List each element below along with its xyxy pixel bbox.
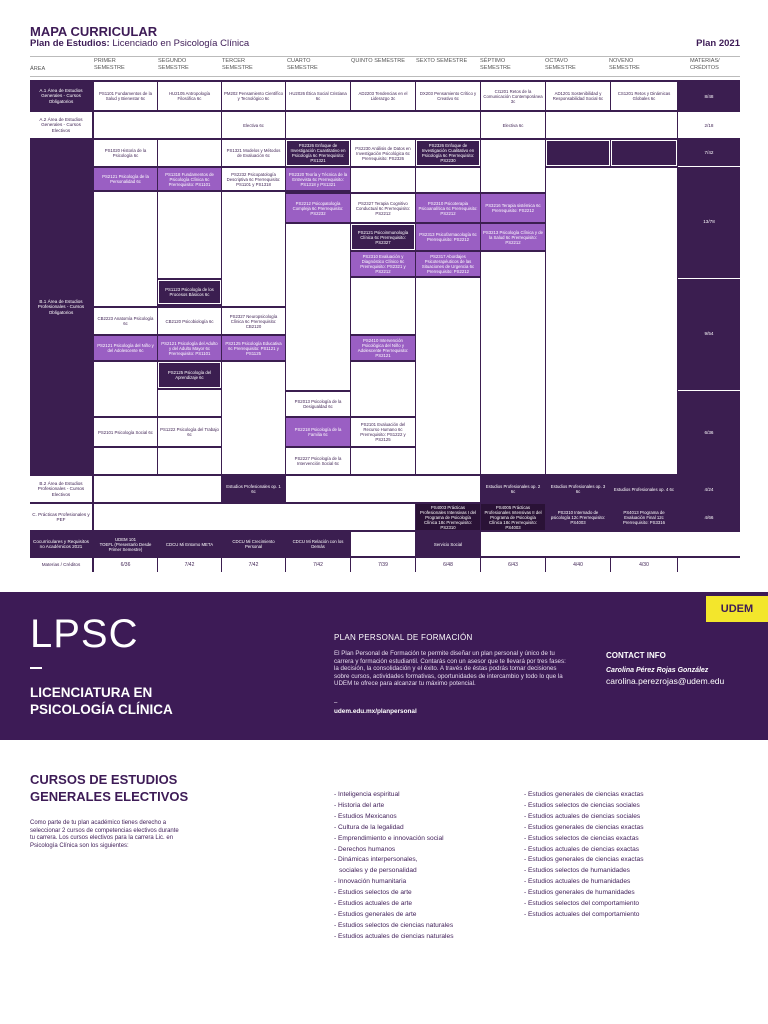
course-cell[interactable]: PS2121 Psicología del Niño y del Adolescente 6c <box>94 336 157 360</box>
course-cell[interactable]: Estudios Profesionales op. 2 6c <box>481 476 545 502</box>
course-label: TOEFL (Presentarlo Desde Primer Semestre) <box>99 541 152 552</box>
page-title: MAPA CURRICULAR <box>30 24 158 39</box>
empty-cell <box>546 112 677 138</box>
list-item: - Estudios actuales de arte <box>334 900 413 908</box>
course-cell[interactable]: PS2101 Evaluación del Recurso Humano 6c Prerrequisito: PS1222 y PS2125 <box>351 418 415 446</box>
plan-year: Plan 2021 <box>696 38 740 49</box>
list-item: - Estudios generales de ciencias exactas <box>524 823 644 831</box>
course-cell[interactable]: PS2121 Psicología del Adulto y del Adulto Mayor 6c Prerrequisito: PS1101 <box>158 336 221 360</box>
course-cell[interactable]: Estudios Profesionales op. 4 6c <box>611 476 677 502</box>
course-cell[interactable]: PS2125 Psicología del Aprendizaje 6c <box>158 362 221 388</box>
total-cell: 6/48 <box>416 558 480 572</box>
col-head-sem2: SEGUNDO SEMESTRE <box>158 58 189 71</box>
empty-cell <box>678 558 740 572</box>
course-cell[interactable]: PS2232 Psicopatología Descriptiva 6c Prerrequisito: PS1101 y PS1318 <box>222 168 285 190</box>
empty-cell <box>94 112 221 138</box>
course-cell[interactable]: PS2327 Neuropsicología Clínica 6c Prerrequisito: CB2120 <box>222 308 285 334</box>
divider <box>30 56 740 57</box>
course-cell[interactable]: Estudios Profesionales op. 3 6c <box>546 476 610 502</box>
total-cell: 7/42 <box>222 558 285 572</box>
empty-cell <box>546 168 677 474</box>
col-head-sem7: SÉPTIMO SEMESTRE <box>480 58 511 71</box>
course-cell[interactable]: PS2310 Evaluación y Diagnóstico Clínico 6c Prerrequisito: PS2321 y PS2212 <box>351 252 415 276</box>
course-cell[interactable]: PS1101 Fundamentos de la Salud y Bienestar 6c <box>94 82 157 110</box>
ppf-link[interactable]: udem.edu.mx/planpersonal <box>334 708 417 715</box>
credits-b1c: 9/54 <box>678 278 740 388</box>
electives-title-line: CURSOS DE ESTUDIOS <box>30 772 178 787</box>
credits-b1b: 13/78 <box>678 166 740 276</box>
list-item: - Estudios selectos de humanidades <box>524 867 630 875</box>
area-c: C. Prácticas Profesionales y PEF <box>30 504 92 530</box>
list-item: - Estudios generales de ciencias exactas <box>524 791 644 798</box>
empty-cell <box>94 362 157 416</box>
course-label: UDEM 101 <box>114 536 136 542</box>
contact-email[interactable]: carolina.perezrojas@udem.edu <box>606 676 725 686</box>
electives-title <box>30 771 188 805</box>
credits-a2: 2/18 <box>678 112 740 138</box>
udem-logo: UDEM <box>706 596 768 622</box>
empty-cell <box>222 192 285 306</box>
course-cell[interactable]: HU2105 Antropología Filosófica 6c <box>158 82 221 110</box>
course-cell[interactable]: CS1201 Retos y Dinámicas Globales 6c <box>611 82 677 110</box>
area-cocurr: Cocurriculares y Requisitos no Académicos 2021 <box>30 532 92 556</box>
electives-title-line: GENERALES ELECTIVOS <box>30 789 189 804</box>
program-name-line: LICENCIATURA EN <box>30 685 153 700</box>
course-cell[interactable]: PS4005 Prácticas Profesionales Intensivas II del Programa de Psicología Clínica 18c Prerrequisito: PS4003 <box>481 504 545 530</box>
empty-cell <box>158 140 221 166</box>
program-code: LPSC <box>30 612 139 656</box>
electives-body: Como parte de tu plan académico tienes derecho a seleccionar 2 cursos de competencias electivos durante tu carrera. Los cursos electivos para la carrera Lic. en Psicología Clínica son los siguientes: <box>30 820 179 849</box>
empty-cell <box>286 112 480 138</box>
course-cell[interactable]: AD1201 Sostenibilidad y Responsabilidad Social 6c <box>546 82 610 110</box>
course-cell[interactable]: HU2026 Ética Social Cristiana 6c <box>286 82 350 110</box>
curriculum-grid <box>30 80 740 572</box>
empty-cell <box>286 224 350 390</box>
course-cell[interactable]: PS1321 Modelos y Métodos de Evaluación 6c <box>222 140 285 166</box>
empty-cell <box>158 448 221 474</box>
course-cell[interactable]: PS2230 Análisis de Datos en Investigación Psicológica 6c Prerrequisito: PS2326 <box>351 140 415 166</box>
course-cell[interactable]: PS2326 Enfoque de Investigación Cualitativo en Psicología 6c Prerrequisito: PS2230 <box>416 140 480 166</box>
course-cell[interactable]: AD2203 Tendencias en el Liderazgo 3c <box>351 82 415 110</box>
area-a2: A.2 Área de Estudios Generales - Cursos Electivos <box>30 112 92 138</box>
empty-cell <box>94 476 221 502</box>
area-a1: A.1 Área de Estudios Generales - Cursos Obligatorios <box>30 82 92 110</box>
course-cell[interactable]: PS2121 Psicología de la Personalidad 6c <box>94 168 157 190</box>
empty-cell <box>416 278 480 474</box>
course-cell[interactable]: CB2120 Psicobiología 6c <box>158 308 221 334</box>
course-cell[interactable]: CDCU Mi Relación con los Demás <box>286 532 350 556</box>
empty-cell <box>481 532 740 556</box>
course-cell[interactable]: PS4003 Prácticas Profesionales Intensivas I del Programa de Psicología Clínica 18c Prerrequisito: PS2310 <box>416 504 480 530</box>
list-item: - Estudios selectos de ciencias sociales <box>524 801 640 809</box>
list-item: - Estudios actuales de humanidades <box>524 878 631 886</box>
course-cell[interactable]: PS2101 Psicología Social 6c <box>94 418 157 446</box>
total-cell: 4/40 <box>546 558 610 572</box>
credits-b1d: 6/36 <box>678 390 740 474</box>
contact-title: CONTACT INFO <box>606 651 666 660</box>
course-cell[interactable]: PS3213 Psicología Clínica y de la Salud 6c Prerrequisito: PS2212 <box>481 224 545 250</box>
list-item: - Estudios actuales del comportamiento <box>524 910 640 918</box>
col-head-sem6: SEXTO SEMESTRE <box>416 58 468 64</box>
course-cell[interactable] <box>94 532 157 556</box>
credits-b2: 4/24 <box>704 486 714 492</box>
list-item: - Estudios generales de arte <box>334 910 417 918</box>
course-cell[interactable]: PS2320 Teoría y Técnica de la Entrevista 6c Prerrequisito: PS1318 y PS1321 <box>286 168 350 190</box>
course-cell[interactable]: PS2317 Abordajes Psicoterapéuticos de las Situaciones de Urgencia 6c Prerrequisito: PS2212 <box>416 252 480 276</box>
ppf-body: El Plan Personal de Formación te permite diseñar un plan personal y único de tu carrera y formación estudiantil. Contarás con un asesor que te llevará por tres fases: la decisión, la consolidación y el éxito. A través de éstas podrás tomar decisiones sobre cursos, actividades formativas, oportunidades de intercambio y todo lo que la UDEM te ofrece para alcanzar tu máximo potencial. <box>334 650 566 688</box>
course-cell[interactable]: CB2223 Anatomía Psicología 6c <box>94 308 157 334</box>
list-item: - Estudios actuales de ciencias sociales <box>524 812 641 820</box>
divider <box>30 76 740 77</box>
course-cell[interactable]: CDCU Mi Entorno META <box>158 532 221 556</box>
subtitle-label: Plan de Estudios: <box>30 38 110 49</box>
empty-cell <box>158 192 221 278</box>
course-cell[interactable]: PS2013 Psicología de la Desigualdad 6c <box>286 392 350 416</box>
course-cell[interactable] <box>546 140 610 166</box>
course-cell[interactable]: PS2218 Psicología de la Familia 6c <box>286 418 350 446</box>
list-item: - Inteligencia espiritual <box>334 791 400 798</box>
course-cell[interactable]: PS1123 Psicología de los Procesos Básicos 6c <box>158 280 221 304</box>
col-head-credits: MATERIAS/ CRÉDITOS <box>690 58 720 71</box>
empty-cell <box>94 448 157 474</box>
col-head-sem9: NOVENO SEMESTRE <box>609 58 640 71</box>
course-cell[interactable] <box>611 140 677 166</box>
empty-cell <box>222 362 285 474</box>
list-item: - Estudios selectos del comportamiento <box>524 900 640 908</box>
course-cell[interactable]: PS1020 Historia de la Psicología 6c <box>94 140 157 166</box>
course-cell[interactable]: Electiva 6c <box>222 112 285 138</box>
course-cell[interactable]: CDCU Mi Crecimiento Personal <box>222 532 285 556</box>
course-cell[interactable]: PS2313 Psicofarmacología 6c Prerrequisito: PS2212 <box>416 224 480 250</box>
list-item: - Derechos humanos <box>334 845 396 853</box>
total-cell: 7/42 <box>286 558 350 572</box>
course-cell[interactable]: PS2326 Enfoque de Investigación Cuantitativo en Psicología 6c Prerrequisito: PS1321 <box>286 140 350 166</box>
electives-list-1 <box>334 790 454 943</box>
course-cell[interactable]: Electiva 6c <box>481 112 545 138</box>
empty-cell <box>286 476 480 502</box>
col-head-sem1: PRIMER SEMESTRE <box>94 58 125 71</box>
col-head-sem3: TERCER SEMESTRE <box>222 58 253 71</box>
course-cell[interactable]: PS3310 Internado de psicología 12c Prerrequisito: PS4003 <box>546 504 610 530</box>
divider <box>30 667 42 669</box>
empty-cell <box>481 140 545 192</box>
credits-c: 4/66 <box>704 514 714 520</box>
total-cell: 4/30 <box>611 558 677 572</box>
ppf-dash: – <box>334 700 338 706</box>
list-item: - Emprendimiento e innovación social <box>334 834 444 842</box>
empty-cell <box>351 278 415 334</box>
area-b2: B.2 Área de Estudios Profesionales - Cursos Electivos <box>30 476 92 502</box>
list-item: - Estudios actuales de ciencias exactas <box>524 845 640 853</box>
list-item: sociales y de personalidad <box>339 867 417 875</box>
empty-cell <box>351 448 415 474</box>
list-item: - Dinámicas interpersonales, <box>334 856 418 864</box>
course-cell[interactable]: PS2125 Psicología Educativa 6c Prerrequisito: PS1121 y PS1125 <box>222 336 285 360</box>
credits-b1a: 7/42 <box>704 149 714 155</box>
course-cell[interactable]: PM202 Pensamiento Científico y Tecnológico 6c <box>222 82 285 110</box>
col-head-sem8: OCTAVO SEMESTRE <box>545 58 576 71</box>
list-item: - Estudios selectos de arte <box>334 889 412 897</box>
total-cell: 7/42 <box>158 558 221 572</box>
course-cell[interactable]: PS2121 Psicoinmunología Clínica 6c Prerrequisito: PS2327 <box>351 224 415 250</box>
ppf-title: PLAN PERSONAL DE FORMACIÓN <box>334 633 473 642</box>
list-item: - Estudios actuales de ciencias naturales <box>334 932 454 940</box>
course-cell[interactable]: PS1318 Fundamentos de Psicología Clínica 6c Prerrequisito: PS1101 <box>158 168 221 190</box>
total-cell: 6/36 <box>94 558 157 572</box>
list-item: - Estudios Mexicanos <box>334 812 397 820</box>
total-cell: 6/43 <box>481 558 545 572</box>
course-cell[interactable]: CI1201 Retos de la Comunicación Contemporánea 3c <box>481 82 545 110</box>
empty-cell <box>351 168 415 192</box>
empty-cell <box>94 504 415 530</box>
course-cell[interactable]: PS1222 Psicología del Trabajo 6c <box>158 418 221 446</box>
course-cell[interactable]: PS2327 Terapia Cognitivo Conductual 6c Prerrequisito: PS2212 <box>351 194 415 222</box>
course-cell[interactable]: DX203 Pensamiento Crítico y Creativo 6c <box>416 82 480 110</box>
col-head-sem4: CUARTO SEMESTRE <box>287 58 318 71</box>
course-cell[interactable]: Estudios Profesionales op. 1 6c <box>222 476 285 502</box>
subtitle-value: Licenciado en Psicología Clínica <box>112 38 250 49</box>
list-item: - Estudios generales de ciencias exactas <box>524 856 644 864</box>
electives-list-2 <box>524 790 644 921</box>
program-name-line: PSICOLOGÍA CLÍNICA <box>30 702 173 717</box>
course-cell[interactable]: PS4013 Programa de Evaluación Final 12c Prerrequisito: PS3316 <box>611 504 677 530</box>
contact-name: Carolina Pérez Rojas González <box>606 667 709 674</box>
course-cell[interactable]: Servicio Social <box>416 532 480 556</box>
list-item: - Historia del arte <box>334 801 385 809</box>
program-name <box>30 684 173 718</box>
course-cell[interactable] <box>351 532 415 556</box>
empty-cell <box>158 390 221 416</box>
col-head-sem5: QUINTO SEMESTRE <box>351 58 405 64</box>
empty-cell <box>481 252 545 474</box>
list-item: - Estudios selectos de ciencias exactas <box>524 834 639 842</box>
course-cell[interactable]: PS2310 Psicoterapia Psicoanalítica 6c Prerrequisito: PS2212 <box>416 194 480 222</box>
list-item: - Estudios selectos de ciencias naturales <box>334 921 454 929</box>
course-cell[interactable]: PS2212 Psicopatología Compleja 6c Prerrequisito: PS2232 <box>286 194 350 222</box>
total-cell: 7/39 <box>351 558 415 572</box>
course-cell[interactable]: PS3216 Terapia sistémica 6c Prerrequisito: PS2212 <box>481 194 545 222</box>
list-item: - Cultura de la legalidad <box>334 823 404 831</box>
credits-a1: 8/48 <box>704 93 714 99</box>
course-cell[interactable]: PS2410 Intervención Psicológica del Niño y Adolescente Prerrequisito: PS2121 <box>351 336 415 360</box>
area-b1: B.1 Área de Estudios Profesionales - Cursos Obligatorios <box>30 140 92 474</box>
area-totals: Materias / Créditos <box>30 558 92 572</box>
empty-cell <box>351 362 415 416</box>
list-item: - Innovación humanitaria <box>334 878 407 886</box>
list-item: - Estudios generales de humanidades <box>524 889 635 897</box>
empty-cell <box>416 168 480 192</box>
course-cell[interactable]: PS2227 Psicología de la Intervención Social 6c <box>286 448 350 474</box>
empty-cell <box>94 192 157 306</box>
col-head-area: ÁREA <box>30 66 46 72</box>
plan-subtitle <box>30 38 249 49</box>
